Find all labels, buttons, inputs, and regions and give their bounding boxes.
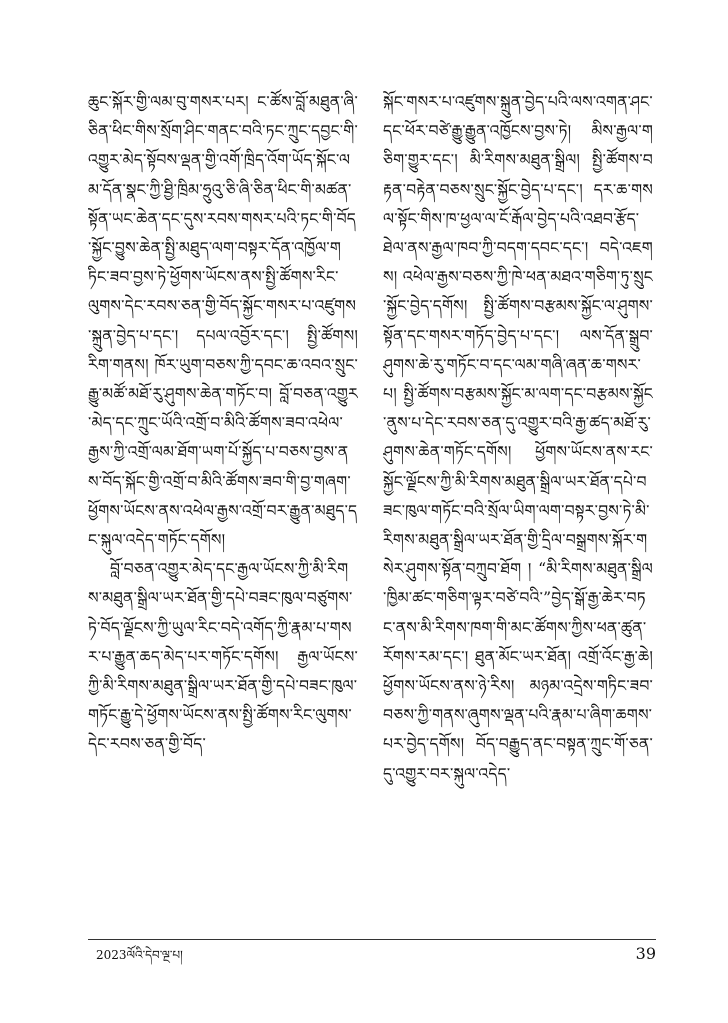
footer-divider: [88, 939, 656, 940]
page-number: 39: [635, 944, 656, 963]
journal-issue-label: 2023ལོའི་དེབ་ལྔ་པ།: [96, 948, 183, 962]
right-column: [383, 88, 653, 916]
left-column: [88, 88, 358, 916]
body-paragraph: ཆུང་སྐོར་གྱི་ལམ་བུ་གསར་པར། ང་ཚོས་བློ་མཐུན་ཞི་ཅིན་ཕིང་གིས་སྲོག་ཤིང་གནང་བའི་ཏང་ཀྲུང་དབྱང་གི་འགྱུར་མེད་སྟོབས་ལྡན་གྱི་འགོ་ཁྲིད་འོག་ཡོད་སྐོང་ལམ་དོན་སྣང་ཀྱི་ཐྱི་ཁྲིམ་ཧྲུའུ་ཅི་ཞི་ཅིན་ཕིང་གི་མཚན་སྟོན་ཡང་ཆེན་དང་དུས་རབས་གསར་པའི་ཏང་གི་བོད་སྐྱོང་བྱུས་ཆེན་སྤྱི་མཐུད་ལག་བསྟར་དོན་འཁྱོལ་གཏིང་ཟབ་བྱས་ཏེ་ཕྱོགས་ཡོངས་ནས་སྤྱི་ཚོགས་རིང་ལུགས་དེང་རབས་ཅན་གྱི་བོད་སྐྱོང་གསར་པ་འཛུགས་སྐྲུན་བྱེད་པ་དང་། དཔལ་འབྱོར་དང་། སྤྱི་ཚོགས། རིག་གནས། ཁོར་ཡུག་བཅས་ཀྱི་དབང་ཆ་འབའ་སྲུང་རྒྱུ་མཚོ་མཐོ་རུ་ཤུགས་ཆེན་གཏོང་བ། བློ་བཅན་འགྱུར་མེད་དང་ཀྲུང་ཡོའི་འགྲོ་བ་མིའི་ཚོགས་ཟབ་འཕེལ་རྒྱས་ཀྱི་འགྲོ་ལམ་ཐོག་ཡག་པོ་སྐྱོད་པ་བཅས་བྱས་ནས་བོད་སྐོང་གྱི་འགྲོ་བ་མིའི་ཚོགས་ཟབ་གི་བྱ་གཞག་ཕྱོགས་ཡོངས་ནས་འཕེལ་རྒྱས་འགྲོ་བར་རྒྱུན་མཐུད་དང་སྐུལ་འདེད་གཏོང་དགོས།: [88, 93, 358, 550]
body-paragraph: སྐོང་གསར་པ་འཛུགས་སྐྲུན་བྱེད་པའི་ལས་འགན་ཤང་དང་ཕོར་བཙེ་རྒྱུ་རྒྱུན་འཁྱོངས་བྱས་ཏེ། མིས་རྒྱལ་གཅིག་གྱུར་དང་། མི་རིགས་མཐུན་སྒྲིལ། སྤྱི་ཚོགས་བརྟན་བརྟེན་བཅས་སྲུང་སྐྱོང་བྱེད་པ་དང་། དར་ཆ་གསལ་སྟོང་གིས་ཁ་ཕྱལ་ལ་ངོ་རྒོལ་བྱེད་པའི་འཐབ་རྩོད་ཐེལ་ནས་རྒྱལ་ཁབ་ཀྱི་བདག་དབང་དང་། བདེ་འཇགས། འཕེལ་རྒྱས་བཅས་ཀྱི་ཁེ་ཕན་མཐའ་གཅིག་ཏུ་སྲུང་སྐྱོང་བྱེད་དགོས། སྤྱི་ཚོགས་བརྩམས་སྐྱོང་ལ་ཤུགས་སྟོན་དང་གསར་གཏོད་བྱེད་པ་དང་། ལས་དོན་སྒྲུབ་ཤུགས་ཆེ་རུ་གཏོང་བ་དང་ལམ་གཞི་ཞན་ཆ་གསར་པ། སྤྱི་ཚོགས་བརྩམས་སྐྱོང་མ་ལག་དང་བརྩམས་སྐྱོང་ནུས་པ་དེང་རབས་ཅན་དུ་འགྱུར་བའི་རྒྱ་ཚད་མཐོ་རུ་ཤུགས་ཆེན་གཏོང་དགོས། ཕྱོགས་ཡོངས་ནས་རང་སྐྱོང་ལྗོངས་ཀྱི་མི་རིགས་མཐུན་སྒྲིལ་ཡར་ཐོན་དཔེ་བཟང་ཁུལ་གཏོང་བའི་སྲོལ་ཡིག་ལག་བསྟར་བྱས་ཏེ་མི་རིགས་མཐུན་སྒྲིལ་ཡར་ཐོན་གྱི་དྲིལ་བསྒྲགས་སྐོར་གསེར་ཤུགས་སྟོན་བཀྲུབ་ཐོག ། “མི་རིགས་མཐུན་སྒྲིལ་ཁྱིམ་ཚང་གཅིག་ལྟར་བཙེ་བའི་”བྱེད་སྒོ་རྒྱ་ཆེར་བཏང་ནས་མི་རིགས་ཁག་གི་མང་ཚོགས་ཀྱིས་ཕན་ཚུན་རོགས་རམ་དང་། ཐུན་མོང་ཡར་ཐོན། འགྲོ་འོང་རྒྱ་ཆེ། ཕྱོགས་ཡོངས་ནས་ཉེ་རིས། མཉམ་འདྲེས་གཏིང་ཟབ་བཅས་ཀྱི་གནས་ཞུགས་ལྡན་པའི་རྣམ་པ་ཞིག་ཆགས་པར་བྱེད་དགོས། བོད་བརྒྱུད་ནང་བསྟན་ཀྲུང་གོ་ཅན་དུ་འགྱུར་བར་སྐུལ་འདེད་: [383, 93, 653, 783]
body-paragraph: བློ་བཅན་འགྱུར་མེད་དང་རྒྱལ་ཡོངས་ཀྱི་མི་རིགས་མཐུན་སྒྲིལ་ཡར་ཐོན་གྱི་དཔེ་བཟང་ཁུལ་བཙུགས་ཏེ་བོད་ལྗོངས་ཀྱི་ཡུལ་རིང་བདེ་འགོད་ཀྱི་རྣམ་པ་གསར་པ་རྒྱུན་ཆད་མེད་པར་གཏོང་དགོས། རྒྱལ་ཡོངས་ཀྱི་མི་རིགས་མཐུན་སྒྲིལ་ཡར་ཐོན་གྱི་དཔེ་བཟང་ཁུལ་གཏོང་རྒྱུ་དེ་ཕྱོགས་ཡོངས་ནས་སྤྱི་ཚོགས་རིང་ལུགས་དེང་རབས་ཅན་གྱི་བོད་: [88, 560, 358, 754]
